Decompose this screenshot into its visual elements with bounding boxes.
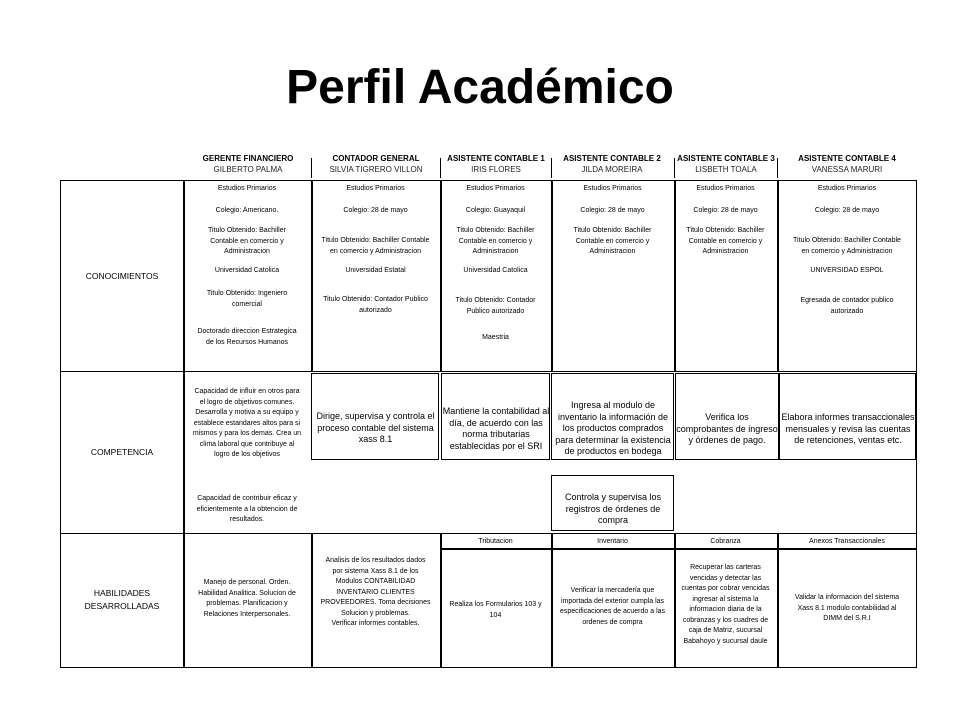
competence-text: Ingresa al modulo de inventario la información de los productos comprados para determinar la existencia de productos en bodega bbox=[555, 400, 671, 456]
column-header-role: ASISTENTE CONTABLE 3 bbox=[677, 154, 775, 163]
column-header bbox=[552, 153, 672, 175]
subheader-inventario: Inventario bbox=[597, 538, 628, 545]
skill-text: Recuperar las carteras vencidas y detectar las cuentas por cobrar vencidas ingresar al sistema la informacion diaria de la cobranzas y los cuadres de caja de Matriz, sucursal Babahoyo y sucursal daule bbox=[681, 564, 770, 645]
competence-text: Controla y supervisa los registros de órdenes de compra bbox=[564, 492, 662, 525]
knowledge-entry: Titulo Obtenido: Bachiller Contable en comercio y Administracion bbox=[686, 227, 765, 255]
knowledge-entry: Colegio: Guayaquil bbox=[465, 207, 526, 214]
column-header-role: ASISTENTE CONTABLE 2 bbox=[563, 154, 661, 163]
competence-text: Elabora informes transaccionales mensuales y revisa las cuentas de retenciones, ventas etc. bbox=[781, 412, 915, 445]
knowledge-entry: Titulo Obtenido: Bachiller Contable en comercio y Administracion bbox=[573, 227, 652, 255]
competence-text: Capacidad de contribuir eficaz y eficientemente a la obtencion de resultados. bbox=[196, 495, 298, 523]
competence-text: Mantiene la contabilidad al día, de acuerdo con las norma tributarias establecidas por el SRI bbox=[442, 406, 550, 451]
knowledge-entry: Estudios Primarios bbox=[466, 185, 525, 192]
column-header-name: IRIS FLORES bbox=[471, 165, 521, 174]
knowledge-entry: Estudios Primarios bbox=[817, 185, 877, 192]
subheader-cobranza: Cobranza bbox=[710, 538, 741, 545]
column-header-name: LISBETH TOALA bbox=[695, 165, 757, 174]
knowledge-entry: Estudios Primarios bbox=[217, 185, 277, 192]
knowledge-entry: Maestria bbox=[482, 334, 509, 341]
skill-text: Analisis de los resultados dados por sistema Xass 8.1 de los Modulos CONTABILIDAD INVENTARIO CLIENTES PROVEEDORES. Toma decisiones Solucion y problemas. Verificar informes contables. bbox=[320, 557, 431, 627]
column-header bbox=[188, 153, 308, 175]
skill-text: Validar la informacion del sistema Xass 8.1 modulo contabilidad al DIMM del S.R.I bbox=[794, 594, 900, 622]
column-header-role: ASISTENTE CONTABLE 4 bbox=[798, 154, 896, 163]
subheader-anexos-transaccionales: Anexos Transaccionales bbox=[809, 538, 885, 545]
knowledge-entry: Colegio: 28 de mayo bbox=[343, 207, 408, 214]
knowledge-entry: Colegio: Americano. bbox=[215, 207, 279, 214]
column-header bbox=[787, 153, 907, 175]
knowledge-entry: Estudios Primarios bbox=[583, 185, 642, 192]
knowledge-entry: Universidad Estatal bbox=[345, 267, 406, 274]
skill-text: Realiza los Formularios 103 y 104 bbox=[449, 601, 542, 619]
skill-text: Verificar la mercadería que importada del exterior cumpla las especificaciones de acuerdo a las ordenes de compra bbox=[559, 587, 666, 626]
subheader-tributacion: Tributacion bbox=[478, 538, 513, 545]
knowledge-entry: Colegio: 28 de mayo bbox=[693, 207, 758, 214]
knowledge-entry: Colegio: 28 de mayo bbox=[814, 207, 880, 214]
row-label-conocimientos: CONOCIMIENTOS bbox=[85, 271, 159, 281]
column-header-name: JILDA MOREIRA bbox=[581, 165, 643, 174]
column-header-role: GERENTE FINANCIERO bbox=[202, 154, 294, 163]
knowledge-entry: Titulo Obtenido: Contador Publico autorizado bbox=[323, 296, 428, 314]
column-header bbox=[316, 153, 436, 175]
competence-text: Dirige, supervisa y controla el proceso contable del sistema xass 8.1 bbox=[316, 411, 435, 444]
knowledge-entry: Titulo Obtenido: Ingeniero comercial bbox=[206, 290, 288, 308]
knowledge-entry: Colegio: 28 de mayo bbox=[580, 207, 645, 214]
column-header-name: GILBERTO PALMA bbox=[213, 165, 283, 174]
page-title: Perfil Académico bbox=[286, 61, 674, 114]
skill-text: Manejo de personal. Orden. Habilidad Analitica. Solucion de problemas. Planificacion y Relaciones Interpersonales. bbox=[198, 579, 296, 618]
row-label-competencia: COMPETENCIA bbox=[90, 447, 154, 457]
knowledge-entry: Titulo Obtenido: Bachiller Contable en comercio y Administracion bbox=[321, 237, 430, 255]
knowledge-entry: Universidad Catolica bbox=[214, 267, 280, 274]
column-header bbox=[436, 153, 556, 175]
column-header-name: VANESSA MARURI bbox=[811, 165, 883, 174]
competence-text: Verifica los comprobantes de ingreso y órdenes de pago. bbox=[676, 412, 778, 445]
competence-text: Capacidad de influir en otros para el logro de objetivos comunes. Desarrolla y motiva a su equipo y establece estandares altos para si mismos y para los demas. Crea un clima laboral que contribuye al logro de los objetivos bbox=[192, 388, 302, 458]
knowledge-entry: Estudios Primarios bbox=[696, 185, 755, 192]
column-header bbox=[666, 153, 786, 175]
knowledge-entry: Doctorado direccion Estrategica de los Recursos Humanos bbox=[197, 328, 297, 346]
knowledge-entry: Titulo Obtenido: Bachiller Contable en comercio y Administracion bbox=[793, 237, 901, 255]
column-header-role: ASISTENTE CONTABLE 1 bbox=[447, 154, 545, 163]
knowledge-entry: Egresada de contador publico autorizado bbox=[800, 297, 894, 315]
knowledge-entry: Titulo Obtenido: Bachiller Contable en comercio y Administracion bbox=[456, 227, 535, 255]
knowledge-entry: Estudios Primarios bbox=[346, 185, 405, 192]
knowledge-entry: UNIVERSIDAD ESPOL bbox=[810, 267, 884, 274]
knowledge-entry: Titulo Obtenido: Contador Publico autorizado bbox=[455, 297, 536, 315]
knowledge-entry: Universidad Catolica bbox=[463, 267, 528, 274]
column-header-role: CONTADOR GENERAL bbox=[332, 154, 420, 163]
column-header-name: SILVIA TIGRERO VILLON bbox=[329, 165, 423, 174]
knowledge-entry: Titulo Obtenido: Bachiller Contable en comercio y Administracion bbox=[208, 227, 286, 255]
row-label-habilidades: HABILIDADES DESARROLLADAS bbox=[84, 588, 160, 611]
